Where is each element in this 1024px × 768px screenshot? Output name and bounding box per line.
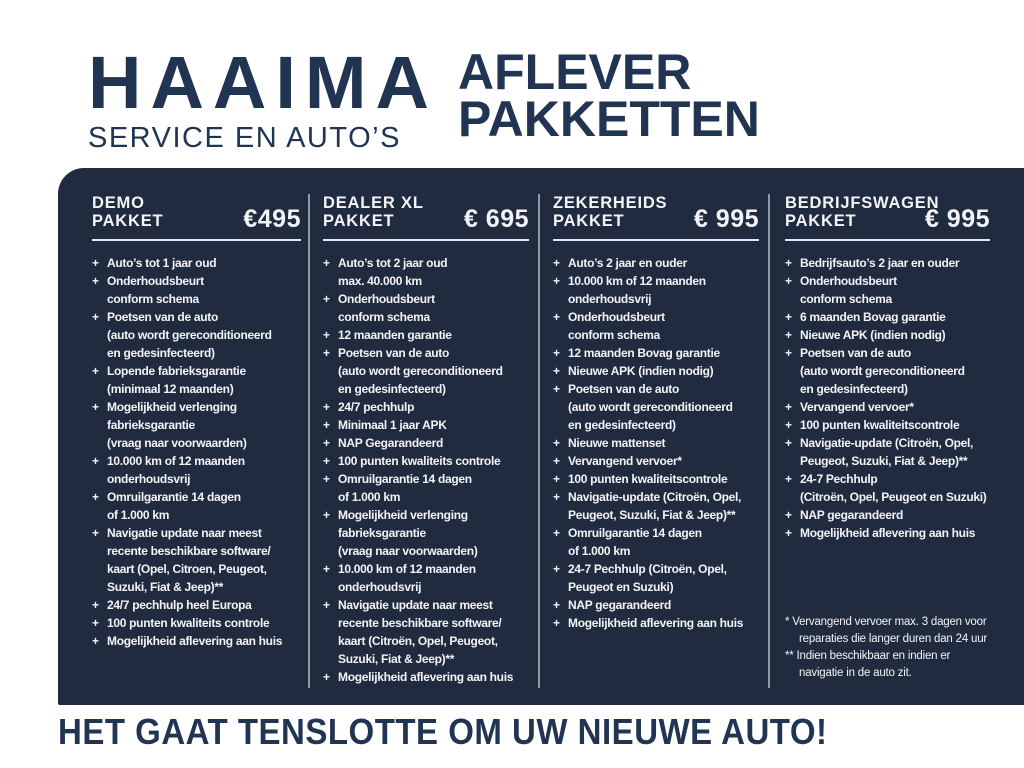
feature-line: recente beschikbare software/ [338, 616, 502, 630]
plus-bullet: + [92, 256, 100, 270]
feature-list [92, 254, 301, 650]
feature-item [323, 560, 529, 596]
feature-item [323, 668, 529, 686]
feature-line: conform schema [107, 292, 199, 306]
feature-line: 100 punten kwaliteitscontrole [568, 472, 728, 486]
feature-text [338, 254, 447, 290]
feature-item [553, 524, 759, 560]
feature-item [92, 632, 301, 650]
feature-text [338, 290, 435, 326]
feature-text [800, 344, 965, 398]
feature-line: Poetsen van de auto [338, 346, 449, 360]
feature-text [568, 524, 702, 560]
plus-bullet: + [553, 472, 561, 486]
feature-text [338, 326, 452, 344]
feature-line: NAP gegarandeerd [568, 598, 672, 612]
feature-item [323, 470, 529, 506]
feature-item [785, 326, 990, 344]
feature-line: conform schema [800, 292, 892, 306]
feature-line: onderhoudsvrij [568, 292, 652, 306]
feature-item [553, 488, 759, 524]
feature-line: of 1.000 km [568, 544, 631, 558]
plus-bullet: + [323, 436, 331, 450]
feature-item [92, 452, 301, 488]
feature-item [92, 308, 301, 362]
feature-text [568, 452, 682, 470]
feature-line: of 1.000 km [338, 490, 401, 504]
feature-line: (vraag naar voorwaarden) [107, 436, 247, 450]
plus-bullet: + [553, 274, 561, 288]
feature-item [92, 488, 301, 524]
plus-bullet: + [323, 562, 331, 576]
footnote-line: ** Indien beschikbaar en indien er [785, 650, 951, 662]
feature-item [553, 272, 759, 308]
feature-line: Poetsen van de auto [568, 382, 679, 396]
feature-line: Navigatie-update (Citroën, Opel, [568, 490, 742, 504]
feature-line: Peugeot en Suzuki) [568, 580, 674, 594]
feature-text [800, 416, 959, 434]
feature-item [553, 452, 759, 470]
feature-line: Suzuki, Fiat & Jeep)** [107, 580, 224, 594]
feature-text [338, 668, 513, 686]
feature-item [553, 596, 759, 614]
feature-list [323, 254, 529, 686]
feature-line: Mogelijkheid aflevering aan huis [338, 670, 514, 684]
feature-line: Omruilgarantie 14 dagen [107, 490, 241, 504]
package-title-line: PAKKET [92, 212, 164, 230]
feature-item [785, 398, 990, 416]
plus-bullet: + [553, 598, 561, 612]
plus-bullet: + [553, 310, 561, 324]
plus-bullet: + [92, 364, 100, 378]
package-header [92, 194, 301, 241]
feature-line: 12 maanden garantie [338, 328, 452, 342]
feature-text [568, 272, 706, 308]
feature-line: Navigatie-update (Citroën, Opel, [800, 436, 974, 450]
feature-item [553, 614, 759, 632]
package-title-line: BEDRIJFSWAGEN [785, 194, 940, 212]
feature-line: (auto wordt gereconditioneerd [800, 364, 965, 378]
feature-line: of 1.000 km [107, 508, 170, 522]
package-title-line: PAKKET [785, 212, 857, 230]
plus-bullet: + [553, 346, 561, 360]
footer-slogan: HET GAAT TENSLOTTE OM UW NIEUWE AUTO! [58, 711, 828, 752]
feature-text [107, 398, 247, 452]
feature-line: Omruilgarantie 14 dagen [338, 472, 472, 486]
packages-panel [58, 168, 1024, 705]
feature-item [785, 416, 990, 434]
plus-bullet: + [785, 508, 793, 522]
plus-bullet: + [553, 526, 561, 540]
plus-bullet: + [92, 310, 100, 324]
feature-text [800, 470, 986, 506]
feature-line: Vervangend vervoer* [800, 400, 914, 414]
feature-item [92, 596, 301, 614]
feature-item [553, 254, 759, 272]
package-title-line: PAKKET [323, 212, 395, 230]
feature-text [338, 596, 501, 668]
feature-line: (vraag naar voorwaarden) [338, 544, 478, 558]
feature-line: Poetsen van de auto [107, 310, 218, 324]
feature-text [568, 596, 671, 614]
plus-bullet: + [92, 634, 100, 648]
feature-line: 100 punten kwaliteits controle [338, 454, 501, 468]
plus-bullet: + [323, 670, 331, 684]
feature-line: Navigatie update naar meest [338, 598, 493, 612]
feature-item [323, 254, 529, 290]
plus-bullet: + [323, 508, 331, 522]
plus-bullet: + [92, 274, 100, 288]
plus-bullet: + [553, 256, 561, 270]
plus-bullet: + [553, 364, 561, 378]
plus-bullet: + [323, 292, 331, 306]
plus-bullet: + [785, 472, 793, 486]
feature-line: fabrieksgarantie [107, 418, 195, 432]
feature-item [323, 326, 529, 344]
feature-text [568, 380, 733, 434]
feature-text [338, 470, 472, 506]
feature-line: (auto wordt gereconditioneerd [107, 328, 272, 342]
feature-item [323, 398, 529, 416]
plus-bullet: + [323, 256, 331, 270]
feature-item [323, 416, 529, 434]
plus-bullet: + [785, 328, 793, 342]
feature-text [800, 272, 897, 308]
feature-text [800, 524, 975, 542]
feature-text [568, 470, 727, 488]
feature-line: Nieuwe APK (indien nodig) [568, 364, 714, 378]
plus-bullet: + [92, 400, 100, 414]
package-column-4 [769, 168, 1024, 705]
package-price: €495 [243, 205, 301, 233]
feature-text [568, 308, 665, 344]
plus-bullet: + [323, 328, 331, 342]
feature-item [785, 272, 990, 308]
feature-text [568, 254, 687, 272]
feature-line: onderhoudsvrij [107, 472, 191, 486]
feature-item [785, 470, 990, 506]
feature-line: Peugeot, Suzuki, Fiat & Jeep)** [800, 454, 968, 468]
feature-line: en gedesinfecteerd) [338, 382, 446, 396]
feature-text [338, 398, 414, 416]
plus-bullet: + [785, 346, 793, 360]
plus-bullet: + [553, 562, 561, 576]
plus-bullet: + [323, 418, 331, 432]
package-title-line: DEMO [92, 194, 145, 212]
plus-bullet: + [323, 472, 331, 486]
plus-bullet: + [323, 400, 331, 414]
feature-text [338, 416, 447, 434]
feature-item [92, 614, 301, 632]
feature-text [107, 254, 216, 272]
feature-text [107, 452, 245, 488]
feature-text [568, 488, 741, 524]
feature-text [107, 524, 270, 596]
plus-bullet: + [785, 400, 793, 414]
feature-text [107, 308, 272, 362]
feature-item [92, 254, 301, 272]
feature-line: 100 punten kwaliteitscontrole [800, 418, 960, 432]
plus-bullet: + [323, 346, 331, 360]
feature-line: Mogelijkheid verlenging [338, 508, 468, 522]
feature-item [92, 398, 301, 452]
feature-text [568, 434, 665, 452]
feature-line: conform schema [338, 310, 430, 324]
feature-text [107, 596, 252, 614]
feature-list [785, 254, 990, 542]
package-price: € 695 [463, 205, 529, 233]
feature-line: 10.000 km of 12 maanden [107, 454, 245, 468]
feature-text [800, 308, 946, 326]
feature-item [323, 452, 529, 470]
feature-item [553, 380, 759, 434]
page-title [458, 44, 760, 147]
package-title-line: ZEKERHEIDS [553, 194, 668, 212]
feature-text [107, 632, 282, 650]
feature-text [568, 362, 713, 380]
plus-bullet: + [553, 382, 561, 396]
feature-text [107, 272, 204, 308]
plus-bullet: + [553, 490, 561, 504]
feature-line: Lopende fabrieksgarantie [107, 364, 246, 378]
feature-text [338, 560, 476, 596]
feature-line: 24/7 pechhulp [338, 400, 415, 414]
feature-item [553, 344, 759, 362]
feature-line: NAP Gegarandeerd [338, 436, 444, 450]
feature-text [800, 398, 914, 416]
package-header [553, 194, 759, 241]
feature-item [323, 434, 529, 452]
feature-text [568, 614, 743, 632]
footnote-line: * Vervangend vervoer max. 3 dagen voor [785, 616, 987, 628]
feature-line: Auto’s 2 jaar en ouder [568, 256, 687, 270]
plus-bullet: + [92, 454, 100, 468]
feature-line: en gedesinfecteerd) [800, 382, 908, 396]
feature-item [785, 254, 990, 272]
feature-item [553, 470, 759, 488]
logo-subtitle: SERVICE EN AUTO’S [88, 122, 401, 154]
feature-line: conform schema [568, 328, 660, 342]
feature-item [323, 506, 529, 560]
package-column-3 [539, 168, 769, 705]
plus-bullet: + [323, 598, 331, 612]
feature-text [568, 344, 720, 362]
logo-wordmark: HAAIMA [88, 41, 438, 124]
footnote-line: navigatie in de auto zit. [799, 667, 912, 679]
feature-line: 12 maanden Bovag garantie [568, 346, 720, 360]
feature-line: 6 maanden Bovag garantie [800, 310, 946, 324]
feature-item [553, 434, 759, 452]
plus-bullet: + [553, 616, 561, 630]
feature-line: 10.000 km of 12 maanden [338, 562, 476, 576]
package-title-line: DEALER XL [323, 194, 424, 212]
plus-bullet: + [553, 454, 561, 468]
plus-bullet: + [553, 436, 561, 450]
feature-text [107, 362, 246, 398]
feature-line: Mogelijkheid aflevering aan huis [107, 634, 283, 648]
package-price: € 995 [693, 205, 759, 233]
feature-text [800, 434, 973, 470]
feature-item [785, 434, 990, 470]
feature-line: Auto’s tot 2 jaar oud [338, 256, 448, 270]
feature-line: Onderhoudsbeurt [107, 274, 204, 288]
plus-bullet: + [785, 436, 793, 450]
feature-line: Omruilgarantie 14 dagen [568, 526, 702, 540]
feature-line: Onderhoudsbeurt [568, 310, 665, 324]
feature-line: Navigatie update naar meest [107, 526, 262, 540]
feature-line: 24-7 Pechhulp (Citroën, Opel, [568, 562, 727, 576]
feature-line: Poetsen van de auto [800, 346, 911, 360]
feature-line: Bedrijfsauto’s 2 jaar en ouder [800, 256, 960, 270]
feature-text [107, 614, 269, 632]
feature-text [568, 560, 727, 596]
page-title-line1: AFLEVER [458, 44, 692, 100]
feature-line: Nieuwe mattenset [568, 436, 666, 450]
footnotes [785, 614, 990, 682]
feature-line: Mogelijkheid aflevering aan huis [800, 526, 976, 540]
feature-item [785, 506, 990, 524]
feature-line: kaart (Citroën, Opel, Peugeot, [338, 634, 498, 648]
feature-line: 24/7 pechhulp heel Europa [107, 598, 252, 612]
feature-line: Nieuwe APK (indien nodig) [800, 328, 946, 342]
feature-line: Mogelijkheid aflevering aan huis [568, 616, 744, 630]
feature-text [338, 452, 500, 470]
feature-line: onderhoudsvrij [338, 580, 422, 594]
feature-line: (Citroën, Opel, Peugeot en Suzuki) [800, 490, 987, 504]
feature-line: kaart (Opel, Citroen, Peugeot, [107, 562, 267, 576]
plus-bullet: + [92, 616, 100, 630]
feature-item [553, 308, 759, 344]
feature-item [553, 362, 759, 380]
plus-bullet: + [785, 418, 793, 432]
feature-line: Peugeot, Suzuki, Fiat & Jeep)** [568, 508, 736, 522]
feature-item [785, 308, 990, 326]
footnote-line: reparaties die langer duren dan 24 uur [799, 633, 988, 645]
feature-line: Suzuki, Fiat & Jeep)** [338, 652, 455, 666]
feature-item [92, 362, 301, 398]
feature-line: (auto wordt gereconditioneerd [568, 400, 733, 414]
feature-line: 24-7 Pechhulp [800, 472, 878, 486]
feature-line: Onderhoudsbeurt [338, 292, 435, 306]
feature-line: Vervangend vervoer* [568, 454, 682, 468]
package-column-2 [309, 168, 539, 705]
plus-bullet: + [785, 274, 793, 288]
feature-line: NAP gegarandeerd [800, 508, 904, 522]
feature-line: Auto’s tot 1 jaar oud [107, 256, 217, 270]
package-header [785, 194, 990, 241]
package-column-1 [58, 168, 309, 705]
plus-bullet: + [323, 454, 331, 468]
package-price: € 995 [924, 205, 990, 233]
feature-text [800, 506, 903, 524]
plus-bullet: + [92, 490, 100, 504]
plus-bullet: + [92, 598, 100, 612]
feature-item [92, 272, 301, 308]
feature-line: recente beschikbare software/ [107, 544, 271, 558]
plus-bullet: + [785, 256, 793, 270]
feature-line: en gedesinfecteerd) [107, 346, 215, 360]
feature-text [338, 434, 443, 452]
feature-item [785, 344, 990, 398]
brand-logo [88, 41, 438, 155]
feature-line: (minimaal 12 maanden) [107, 382, 234, 396]
feature-item [323, 344, 529, 398]
feature-line: (auto wordt gereconditioneerd [338, 364, 503, 378]
feature-item [92, 524, 301, 596]
plus-bullet: + [785, 526, 793, 540]
feature-text [800, 254, 959, 272]
feature-item [553, 560, 759, 596]
plus-bullet: + [92, 526, 100, 540]
feature-line: 100 punten kwaliteits controle [107, 616, 270, 630]
feature-line: Minimaal 1 jaar APK [338, 418, 447, 432]
page-title-line2: PAKKETTEN [458, 91, 760, 147]
feature-item [785, 524, 990, 542]
feature-text [338, 344, 503, 398]
feature-list [553, 254, 759, 632]
feature-text [800, 326, 945, 344]
feature-text [338, 506, 478, 560]
feature-line: max. 40.000 km [338, 274, 422, 288]
feature-line: en gedesinfecteerd) [568, 418, 676, 432]
feature-item [323, 596, 529, 668]
feature-line: 10.000 km of 12 maanden [568, 274, 706, 288]
feature-item [323, 290, 529, 326]
plus-bullet: + [785, 310, 793, 324]
feature-line: Mogelijkheid verlenging [107, 400, 237, 414]
feature-text [107, 488, 241, 524]
feature-line: Onderhoudsbeurt [800, 274, 897, 288]
package-header [323, 194, 529, 241]
package-title-line: PAKKET [553, 212, 625, 230]
feature-line: fabrieksgarantie [338, 526, 426, 540]
